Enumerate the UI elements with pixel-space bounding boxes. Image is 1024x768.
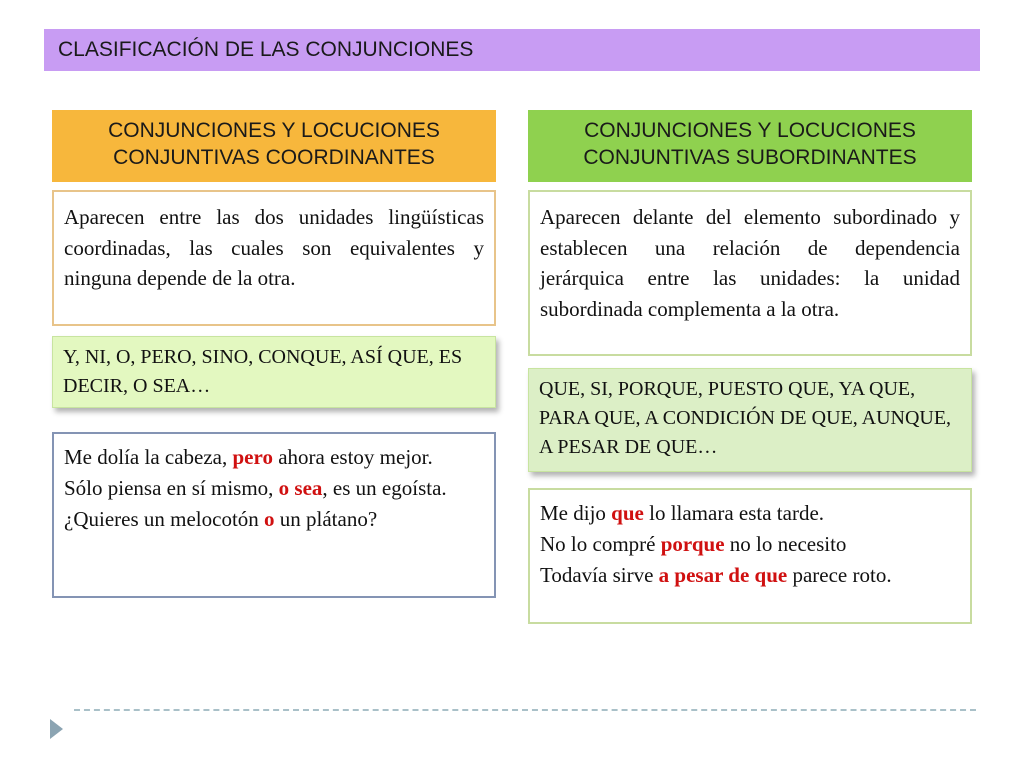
example-conjunction: porque xyxy=(660,532,725,556)
example-text: ahora estoy mejor. xyxy=(272,445,433,469)
example-sentence xyxy=(64,442,486,473)
coordinantes-examples xyxy=(52,432,496,598)
example-conjunction: o xyxy=(264,507,275,531)
example-sentence xyxy=(540,498,962,529)
arrow-right-icon xyxy=(50,719,63,739)
example-text: , es un egoísta. xyxy=(322,476,447,500)
example-sentence xyxy=(64,473,486,504)
coordinantes-header-line1: CONJUNCIONES Y LOCUCIONES xyxy=(108,119,440,142)
footer-divider xyxy=(74,709,976,711)
coordinantes-description: Aparecen entre las dos unidades lingüísticas coordinadas, las cuales son equivalentes y ninguna depende de la otra. xyxy=(52,190,496,326)
example-conjunction: pero xyxy=(232,445,273,469)
example-conjunction: a pesar de que xyxy=(658,563,788,587)
example-text: un plátano? xyxy=(274,507,378,531)
example-text: Me dijo xyxy=(540,501,612,525)
example-sentence xyxy=(64,504,486,535)
example-text: parece roto. xyxy=(787,563,892,587)
coordinantes-header xyxy=(52,110,496,182)
subordinantes-description: Aparecen delante del elemento subordinado y establecen una relación de dependencia jerárquica entre las unidades: la unidad subordinada complementa a la otra. xyxy=(528,190,972,356)
example-text: Sólo piensa en sí mismo, xyxy=(64,476,279,500)
example-text: no lo necesito xyxy=(724,532,847,556)
subordinantes-header-line2: CONJUNTIVAS SUBORDINANTES xyxy=(583,146,917,169)
slide-title: CLASIFICACIÓN DE LAS CONJUNCIONES xyxy=(44,29,980,71)
subordinantes-examples xyxy=(528,488,972,624)
example-text: lo llamara esta tarde. xyxy=(643,501,825,525)
example-conjunction: que xyxy=(611,501,644,525)
example-sentence xyxy=(540,529,962,560)
subordinantes-header-line1: CONJUNCIONES Y LOCUCIONES xyxy=(584,119,916,142)
example-text: Todavía sirve xyxy=(540,563,659,587)
example-conjunction: o sea xyxy=(278,476,323,500)
coordinantes-list: Y, NI, O, PERO, SINO, CONQUE, ASÍ QUE, ES DECIR, O SEA… xyxy=(52,336,496,408)
example-text: No lo compré xyxy=(540,532,661,556)
subordinantes-list: QUE, SI, PORQUE, PUESTO QUE, YA QUE, PARA QUE, A CONDICIÓN DE QUE, AUNQUE, A PESAR DE QUE… xyxy=(528,368,972,472)
example-sentence xyxy=(540,560,962,591)
coordinantes-header-line2: CONJUNTIVAS COORDINANTES xyxy=(113,146,435,169)
example-text: Me dolía la cabeza, xyxy=(64,445,233,469)
example-text: ¿Quieres un melocotón xyxy=(64,507,265,531)
subordinantes-header xyxy=(528,110,972,182)
